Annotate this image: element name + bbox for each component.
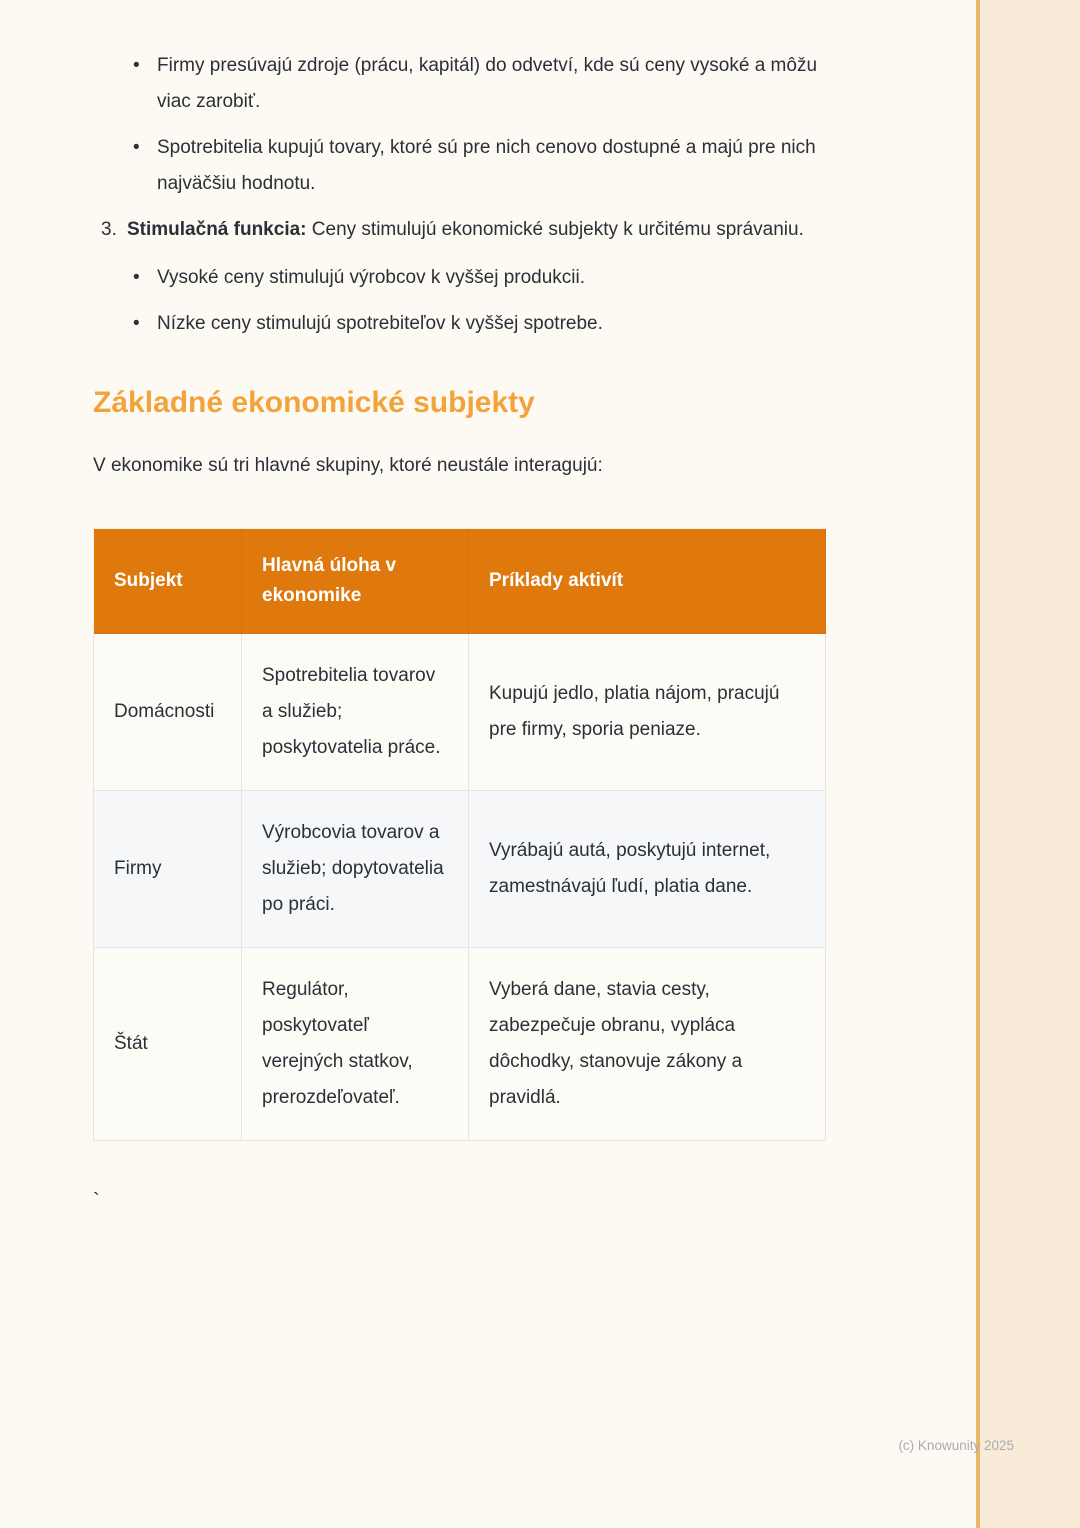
- stray-backtick: `: [93, 1190, 100, 1212]
- table-cell: Vyberá dane, stavia cesty, zabezpečuje obranu, vypláca dôchodky, stanovuje zákony a pravidlá.: [469, 948, 826, 1141]
- bullet-icon: •: [133, 55, 140, 76]
- bullet-icon: •: [133, 267, 140, 288]
- table-header-cell: Príklady aktivít: [469, 529, 826, 634]
- table-cell: Štát: [94, 948, 242, 1141]
- numbered-list-item: [93, 212, 833, 248]
- numbered-item-text: [127, 212, 833, 248]
- table-cell: Domácnosti: [94, 634, 242, 791]
- table-header-row: [94, 529, 826, 634]
- top-bullet-list: [93, 48, 940, 202]
- bullet-text: Spotrebitelia kupujú tovary, ktoré sú pre nich cenovo dostupné a majú pre nich najväčšiu hodnotu.: [157, 137, 816, 194]
- sub-bullet-list: [93, 260, 940, 342]
- subjects-table: [93, 528, 826, 1141]
- section-heading: Základné ekonomické subjekty: [93, 386, 535, 419]
- right-margin-band: [980, 0, 1080, 1528]
- list-item: [93, 260, 833, 296]
- list-item: [93, 306, 833, 342]
- bullet-icon: •: [133, 137, 140, 158]
- bullet-text: Vysoké ceny stimulujú výrobcov k vyššej produkcii.: [157, 267, 586, 288]
- table-row: [94, 948, 826, 1141]
- term-definition: Ceny stimulujú ekonomické subjekty k určitému správaniu.: [306, 219, 804, 240]
- list-item: [93, 48, 833, 120]
- table-cell: Kupujú jedlo, platia nájom, pracujú pre firmy, sporia peniaze.: [469, 634, 826, 791]
- table-header-cell: Hlavná úloha v ekonomike: [242, 529, 469, 634]
- table-cell: Výrobcovia tovarov a služieb; dopytovatelia po práci.: [242, 791, 469, 948]
- table-row: [94, 634, 826, 791]
- table-cell: Firmy: [94, 791, 242, 948]
- table-row: [94, 791, 826, 948]
- right-margin-divider: [976, 0, 980, 1528]
- table-header-cell: Subjekt: [94, 529, 242, 634]
- bullet-text: Firmy presúvajú zdroje (prácu, kapitál) do odvetví, kde sú ceny vysoké a môžu viac zarobiť.: [157, 55, 818, 112]
- bold-term: Stimulačná funkcia:: [127, 219, 307, 240]
- table-cell: Spotrebitelia tovarov a služieb; poskytovatelia práce.: [242, 634, 469, 791]
- bullet-text: Nízke ceny stimulujú spotrebiteľov k vyššej spotrebe.: [157, 313, 603, 334]
- table-cell: Vyrábajú autá, poskytujú internet, zamestnávajú ľudí, platia dane.: [469, 791, 826, 948]
- intro-paragraph: V ekonomike sú tri hlavné skupiny, ktoré neustále interagujú:: [93, 455, 603, 476]
- list-item: [93, 130, 833, 202]
- footer-credit: (c) Knowunity 2025: [898, 1438, 1014, 1453]
- table-cell: Regulátor, poskytovateľ verejných statkov, prerozdeľovateľ.: [242, 948, 469, 1141]
- list-number: 3.: [101, 219, 117, 240]
- bullet-icon: •: [133, 313, 140, 334]
